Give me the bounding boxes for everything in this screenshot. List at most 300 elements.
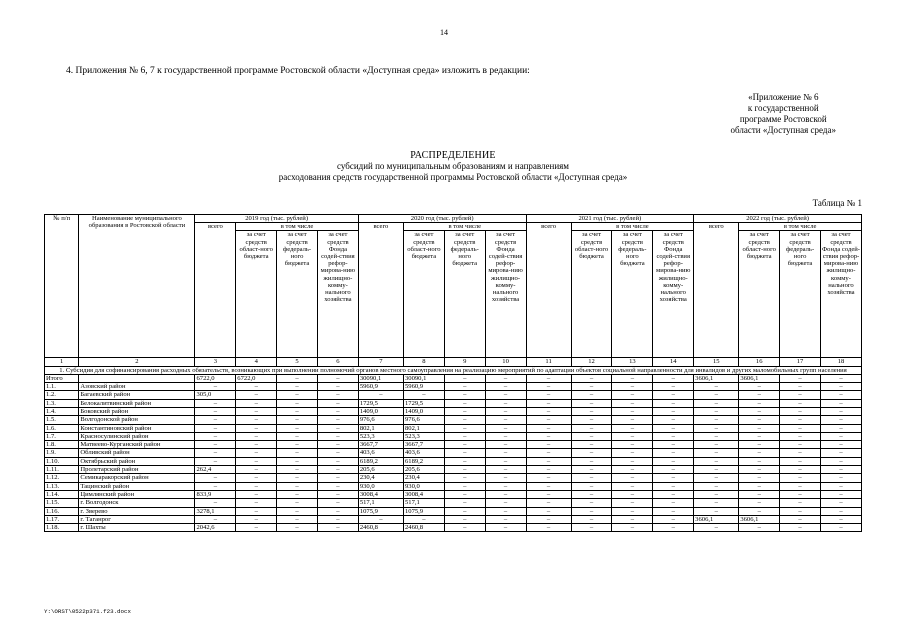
column-number: 9 xyxy=(444,358,485,366)
row-value: – xyxy=(195,441,236,449)
row-value: – xyxy=(277,524,318,532)
table-row xyxy=(45,383,862,391)
row-value: – xyxy=(780,490,821,498)
row-value: – xyxy=(317,374,358,382)
row-value: – xyxy=(317,457,358,465)
row-value: 6189,2 xyxy=(358,457,403,465)
row-value: – xyxy=(780,507,821,515)
header-incl: в том числе xyxy=(403,223,526,231)
row-value: 2042,6 xyxy=(195,524,236,532)
row-value: – xyxy=(485,424,526,432)
header-year-3: 2022 год (тыс. рублей) xyxy=(694,215,862,223)
row-value: – xyxy=(612,524,653,532)
row-value: – xyxy=(526,490,571,498)
table-row xyxy=(45,457,862,465)
row-value: – xyxy=(694,383,739,391)
table-row xyxy=(45,482,862,490)
row-value: – xyxy=(694,408,739,416)
row-value: – xyxy=(739,482,780,490)
table-row xyxy=(45,499,862,507)
row-value: – xyxy=(317,474,358,482)
row-value: – xyxy=(653,416,694,424)
row-value: 205,6 xyxy=(358,466,403,474)
row-value: – xyxy=(317,383,358,391)
row-value: – xyxy=(236,408,277,416)
table-row xyxy=(45,515,862,523)
row-value: – xyxy=(571,474,612,482)
row-value: – xyxy=(571,424,612,432)
row-value: – xyxy=(236,482,277,490)
row-value: – xyxy=(612,457,653,465)
column-number: 8 xyxy=(403,358,444,366)
header-federal: за счет средств федераль-ного бюджета xyxy=(780,231,821,358)
row-value: – xyxy=(739,466,780,474)
row-value: 517,1 xyxy=(403,499,444,507)
row-value: – xyxy=(739,416,780,424)
column-number: 16 xyxy=(739,358,780,366)
row-value: 30090,1 xyxy=(403,374,444,382)
row-value: – xyxy=(195,457,236,465)
row-name: Боковский район xyxy=(79,408,195,416)
row-num: 1.2. xyxy=(45,391,79,399)
row-value: – xyxy=(780,441,821,449)
row-name: Константиновский район xyxy=(79,424,195,432)
row-value: – xyxy=(403,391,444,399)
row-value: – xyxy=(444,457,485,465)
row-value: – xyxy=(694,524,739,532)
row-name: Багаевский район xyxy=(79,391,195,399)
row-value: – xyxy=(277,416,318,424)
row-value: – xyxy=(739,524,780,532)
row-num: 1.18. xyxy=(45,524,79,532)
row-value: – xyxy=(571,482,612,490)
row-value: – xyxy=(485,408,526,416)
row-value: – xyxy=(612,383,653,391)
row-value: – xyxy=(780,432,821,440)
column-number: 7 xyxy=(358,358,403,366)
header-regional: за счет средств област-ного бюджета xyxy=(236,231,277,358)
row-value: 3008,4 xyxy=(358,490,403,498)
row-value: – xyxy=(780,383,821,391)
row-value: – xyxy=(317,408,358,416)
row-value: – xyxy=(195,383,236,391)
row-value: – xyxy=(277,507,318,515)
row-num: 1.5. xyxy=(45,416,79,424)
column-number: 3 xyxy=(195,358,236,366)
header-federal: за счет средств федераль-ного бюджета xyxy=(612,231,653,358)
row-value: – xyxy=(820,524,861,532)
row-value: – xyxy=(739,383,780,391)
row-value: – xyxy=(739,408,780,416)
row-value: – xyxy=(277,399,318,407)
title-line-3: расходования средств государственной программы Ростовской области «Доступная среда» xyxy=(278,172,628,182)
row-value: – xyxy=(277,441,318,449)
row-value: 6722,0 xyxy=(236,374,277,382)
row-value: – xyxy=(820,408,861,416)
table-header xyxy=(45,215,862,358)
row-value: – xyxy=(277,474,318,482)
row-value: – xyxy=(653,408,694,416)
row-value: – xyxy=(485,374,526,382)
row-value: – xyxy=(612,490,653,498)
row-value: – xyxy=(236,490,277,498)
header-regional: за счет средств област-ного бюджета xyxy=(739,231,780,358)
header-total: всего xyxy=(195,223,236,358)
row-value: – xyxy=(444,441,485,449)
column-number: 17 xyxy=(780,358,821,366)
row-value: – xyxy=(653,457,694,465)
row-value: – xyxy=(820,383,861,391)
row-value: – xyxy=(195,449,236,457)
row-value: – xyxy=(485,507,526,515)
column-number: 10 xyxy=(485,358,526,366)
row-value: – xyxy=(780,474,821,482)
row-value: – xyxy=(358,391,403,399)
row-value: 403,6 xyxy=(358,449,403,457)
row-value: – xyxy=(317,391,358,399)
row-value: – xyxy=(820,432,861,440)
row-value: – xyxy=(612,432,653,440)
row-value: – xyxy=(780,416,821,424)
appendix-line-3: программе Ростовской xyxy=(739,114,827,124)
row-value: – xyxy=(485,391,526,399)
row-value: – xyxy=(444,515,485,523)
footer-file-path: Y:\ORST\0522p371.f23.docx xyxy=(44,608,131,615)
row-value: – xyxy=(694,416,739,424)
row-value: – xyxy=(694,391,739,399)
row-value: – xyxy=(571,524,612,532)
row-name: Обливский район xyxy=(79,449,195,457)
table-label: Таблица № 1 xyxy=(812,198,862,208)
header-incl: в том числе xyxy=(571,223,694,231)
row-value: – xyxy=(780,424,821,432)
row-value: – xyxy=(195,474,236,482)
row-value: – xyxy=(526,515,571,523)
row-value: – xyxy=(236,391,277,399)
row-value: – xyxy=(571,432,612,440)
row-value: – xyxy=(571,374,612,382)
row-value: 30090,1 xyxy=(358,374,403,382)
row-value: – xyxy=(780,399,821,407)
row-value: – xyxy=(195,399,236,407)
row-name: Белокалитвинский район xyxy=(79,399,195,407)
row-value: – xyxy=(612,424,653,432)
row-value: – xyxy=(571,391,612,399)
row-value: – xyxy=(526,374,571,382)
row-value: – xyxy=(780,524,821,532)
header-total: всего xyxy=(358,223,403,358)
row-value: – xyxy=(739,499,780,507)
appendix-line-1: «Приложение № 6 xyxy=(748,92,819,102)
row-value: – xyxy=(485,490,526,498)
row-value: – xyxy=(820,474,861,482)
row-value: – xyxy=(317,399,358,407)
row-value: – xyxy=(526,474,571,482)
row-value: 930,0 xyxy=(403,482,444,490)
row-value: – xyxy=(739,474,780,482)
column-number: 11 xyxy=(526,358,571,366)
row-value: – xyxy=(236,499,277,507)
row-value: – xyxy=(571,466,612,474)
table-row xyxy=(45,449,862,457)
row-value: – xyxy=(277,482,318,490)
header-federal: за счет средств федераль-ного бюджета xyxy=(444,231,485,358)
row-value: – xyxy=(694,507,739,515)
row-value: 523,3 xyxy=(403,432,444,440)
row-value: 403,6 xyxy=(403,449,444,457)
row-value: – xyxy=(612,466,653,474)
row-name: г. Волгодонск xyxy=(79,499,195,507)
row-value: 3606,1 xyxy=(694,515,739,523)
row-value: – xyxy=(444,391,485,399)
row-value: – xyxy=(653,507,694,515)
row-value: – xyxy=(195,408,236,416)
row-value: – xyxy=(485,524,526,532)
row-value: – xyxy=(485,432,526,440)
row-value: – xyxy=(820,441,861,449)
row-value: – xyxy=(526,499,571,507)
appendix-caption xyxy=(731,92,836,136)
row-value: 262,4 xyxy=(195,466,236,474)
row-value: – xyxy=(653,441,694,449)
row-value: – xyxy=(653,383,694,391)
row-value: – xyxy=(526,457,571,465)
row-num: 1.14. xyxy=(45,490,79,498)
row-value: – xyxy=(612,499,653,507)
section-title: 1. Субсидия для софинансирования расходных обязательств, возникающих при выполнении полномочий органов местного самоуправления на реализацию мероприятий по адаптации объектов социальной направленности для инвалидов и других маломобильных групп населения xyxy=(45,366,862,374)
row-value: – xyxy=(820,466,861,474)
row-value: – xyxy=(612,399,653,407)
row-name: Волгодонской район xyxy=(79,416,195,424)
row-value: – xyxy=(820,515,861,523)
row-value: – xyxy=(653,466,694,474)
row-value: 3008,4 xyxy=(403,490,444,498)
row-num: 1.1. xyxy=(45,383,79,391)
row-value: – xyxy=(780,449,821,457)
row-value: 523,3 xyxy=(358,432,403,440)
header-incl: в том числе xyxy=(236,223,359,231)
row-value: 517,1 xyxy=(358,499,403,507)
row-value: – xyxy=(444,474,485,482)
column-number-row xyxy=(45,358,862,366)
row-value: 3667,7 xyxy=(403,441,444,449)
row-value: 833,9 xyxy=(195,490,236,498)
row-value: – xyxy=(612,482,653,490)
row-value: – xyxy=(403,515,444,523)
row-name: Семикаракорский район xyxy=(79,474,195,482)
row-value: – xyxy=(612,474,653,482)
header-fund: за счет средств Фонда содей-ствия рефор-мирова-нию жилищно-комму-нального хозяйства xyxy=(653,231,694,358)
row-value: 930,0 xyxy=(358,482,403,490)
row-value: – xyxy=(820,457,861,465)
header-total: всего xyxy=(526,223,571,358)
row-value: – xyxy=(485,457,526,465)
row-value: – xyxy=(820,490,861,498)
row-value: – xyxy=(195,515,236,523)
column-number: 12 xyxy=(571,358,612,366)
row-value: – xyxy=(612,441,653,449)
row-value: 1409,0 xyxy=(403,408,444,416)
row-value: – xyxy=(653,499,694,507)
row-num: 1.4. xyxy=(45,408,79,416)
row-value: – xyxy=(739,432,780,440)
column-number: 14 xyxy=(653,358,694,366)
row-num: 1.6. xyxy=(45,424,79,432)
row-value: – xyxy=(571,449,612,457)
row-value: – xyxy=(485,499,526,507)
row-value: – xyxy=(444,424,485,432)
row-value: – xyxy=(317,449,358,457)
row-value: – xyxy=(444,466,485,474)
row-value: – xyxy=(612,408,653,416)
row-value: – xyxy=(317,441,358,449)
header-regional: за счет средств област-ного бюджета xyxy=(403,231,444,358)
row-num: 1.9. xyxy=(45,449,79,457)
row-value: – xyxy=(485,466,526,474)
section-row xyxy=(45,366,862,374)
row-value: 1409,0 xyxy=(358,408,403,416)
row-value: – xyxy=(653,524,694,532)
document-title xyxy=(0,150,906,183)
row-value: 1075,9 xyxy=(358,507,403,515)
header-year-0: 2019 год (тыс. рублей) xyxy=(195,215,358,223)
row-value: – xyxy=(277,374,318,382)
row-num: 1.12. xyxy=(45,474,79,482)
column-number: 5 xyxy=(277,358,318,366)
row-value: – xyxy=(739,424,780,432)
row-value: – xyxy=(612,515,653,523)
row-value: – xyxy=(694,482,739,490)
row-value: – xyxy=(694,499,739,507)
row-name: Азовский район xyxy=(79,383,195,391)
row-value: 6722,0 xyxy=(195,374,236,382)
row-value: – xyxy=(820,507,861,515)
header-regional: за счет средств област-ного бюджета xyxy=(571,231,612,358)
row-value: – xyxy=(358,515,403,523)
row-value: – xyxy=(694,424,739,432)
row-value: – xyxy=(780,457,821,465)
row-value: – xyxy=(236,524,277,532)
row-value: – xyxy=(739,449,780,457)
row-name: Октябрьский район xyxy=(79,457,195,465)
row-value: – xyxy=(277,432,318,440)
row-value: – xyxy=(236,424,277,432)
row-value: – xyxy=(694,457,739,465)
row-value: – xyxy=(444,507,485,515)
row-value: – xyxy=(571,499,612,507)
row-value: – xyxy=(526,416,571,424)
row-value: – xyxy=(236,457,277,465)
row-value: – xyxy=(485,474,526,482)
intro-paragraph: 4. Приложения № 6, 7 к государственной программе Ростовской области «Доступная среда» изложить в редакции: xyxy=(66,66,530,76)
row-value: – xyxy=(694,490,739,498)
row-value: – xyxy=(526,383,571,391)
row-value: – xyxy=(485,441,526,449)
row-value: – xyxy=(277,490,318,498)
row-num: Итого xyxy=(45,374,79,382)
row-value: – xyxy=(444,408,485,416)
header-num: № п/п xyxy=(45,215,79,358)
column-number: 6 xyxy=(317,358,358,366)
title-line-2: субсидий по муниципальным образованиям и направлениям xyxy=(336,161,569,171)
row-value: – xyxy=(317,507,358,515)
header-federal: за счет средств федераль-ного бюджета xyxy=(277,231,318,358)
row-value: 3667,7 xyxy=(358,441,403,449)
row-num: 1.8. xyxy=(45,441,79,449)
row-num: 1.10. xyxy=(45,457,79,465)
row-value: – xyxy=(780,391,821,399)
row-value: 205,6 xyxy=(403,466,444,474)
row-value: – xyxy=(739,441,780,449)
header-total: всего xyxy=(694,223,739,358)
row-value: – xyxy=(277,391,318,399)
row-value: – xyxy=(317,482,358,490)
row-value: – xyxy=(571,408,612,416)
header-fund: за счет средств Фонда содей-ствия рефор-мирова-нию жилищно-комму-нального хозяйства xyxy=(317,231,358,358)
row-value: – xyxy=(485,383,526,391)
row-value: – xyxy=(820,399,861,407)
row-value: – xyxy=(612,449,653,457)
row-value: – xyxy=(444,374,485,382)
row-value: 802,1 xyxy=(358,424,403,432)
row-value: – xyxy=(236,474,277,482)
header-incl: в том числе xyxy=(739,223,862,231)
table-row xyxy=(45,490,862,498)
row-value: – xyxy=(195,416,236,424)
row-name: г. Таганрог xyxy=(79,515,195,523)
column-number: 1 xyxy=(45,358,79,366)
row-value: – xyxy=(317,432,358,440)
row-value: – xyxy=(694,466,739,474)
row-value: – xyxy=(653,424,694,432)
row-value: – xyxy=(820,416,861,424)
row-value: – xyxy=(820,424,861,432)
row-value: – xyxy=(739,507,780,515)
row-value: – xyxy=(694,441,739,449)
row-value: – xyxy=(236,449,277,457)
row-value: 1729,5 xyxy=(358,399,403,407)
row-value: – xyxy=(526,399,571,407)
row-value: 3606,1 xyxy=(739,515,780,523)
table-row xyxy=(45,374,862,382)
row-value: – xyxy=(780,515,821,523)
row-value: – xyxy=(526,432,571,440)
row-value: – xyxy=(780,408,821,416)
row-value: – xyxy=(612,374,653,382)
row-value: – xyxy=(317,466,358,474)
row-value: – xyxy=(653,490,694,498)
row-value: – xyxy=(526,391,571,399)
row-value: – xyxy=(317,499,358,507)
row-value: 3278,1 xyxy=(195,507,236,515)
row-value: – xyxy=(195,482,236,490)
row-value: – xyxy=(277,515,318,523)
row-value: 802,1 xyxy=(403,424,444,432)
row-num: 1.17. xyxy=(45,515,79,523)
row-num: 1.7. xyxy=(45,432,79,440)
table-row xyxy=(45,399,862,407)
row-value: 5960,9 xyxy=(403,383,444,391)
column-number: 15 xyxy=(694,358,739,366)
row-value: – xyxy=(571,399,612,407)
title-line-1: РАСПРЕДЕЛЕНИЕ xyxy=(410,150,496,161)
row-value: 3606,1 xyxy=(739,374,780,382)
row-name: Матвеево-Курганский район xyxy=(79,441,195,449)
table-row xyxy=(45,466,862,474)
row-value: – xyxy=(694,432,739,440)
row-value: 3606,1 xyxy=(694,374,739,382)
header-fund: за счет средств Фонда содей-ствия рефор-мирова-нию жилищно-комму-нального хозяйства xyxy=(485,231,526,358)
